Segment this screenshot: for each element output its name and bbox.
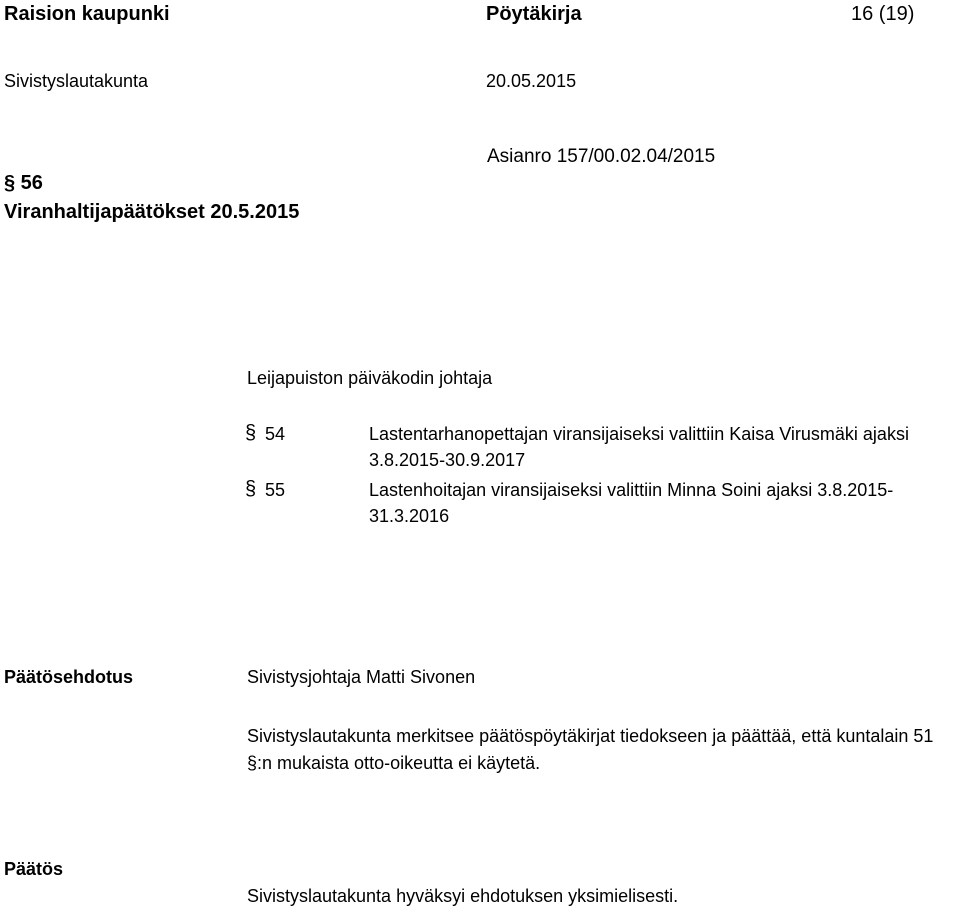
proposal-text: Sivistyslautakunta merkitsee päätöspöytäkirjat tiedokseen ja päättää, että kuntalain 51 §:n mukaista otto-oikeutta ei käytetä.	[247, 726, 934, 773]
decision-number: 55	[265, 480, 286, 500]
section-title: Viranhaltijapäätökset 20.5.2015	[4, 201, 300, 223]
decision-label: Päätös	[4, 859, 64, 879]
decision-text: Lastentarhanopettajan viransijaiseksi valittiin Kaisa Virusmäki ajaksi 3.8.2015-30.9.2017	[369, 424, 909, 470]
page-number: 16 (19)	[851, 3, 915, 25]
case-number: Asianro 157/00.02.04/2015	[487, 146, 716, 167]
document-type: Pöytäkirja	[486, 3, 582, 25]
organization-name: Raision kaupunki	[4, 3, 170, 25]
proposal-label: Päätösehdotus	[4, 667, 134, 687]
paragraph-symbol: §	[245, 422, 257, 444]
section-number: § 56	[4, 172, 43, 194]
paragraph-symbol: §	[245, 478, 257, 500]
decision-text: Lastenhoitajan viransijaiseksi valittiin Minna Soini ajaksi 3.8.2015-31.3.2016	[369, 480, 894, 526]
decision-result: Sivistyslautakunta hyväksyi ehdotuksen yksimielisesti.	[247, 886, 679, 906]
official-role: Leijapuiston päiväkodin johtaja	[247, 368, 493, 388]
board-name: Sivistyslautakunta	[4, 71, 149, 91]
meeting-date: 20.05.2015	[486, 71, 577, 91]
proposal-author: Sivistysjohtaja Matti Sivonen	[247, 667, 476, 687]
decision-number: 54	[265, 424, 286, 444]
